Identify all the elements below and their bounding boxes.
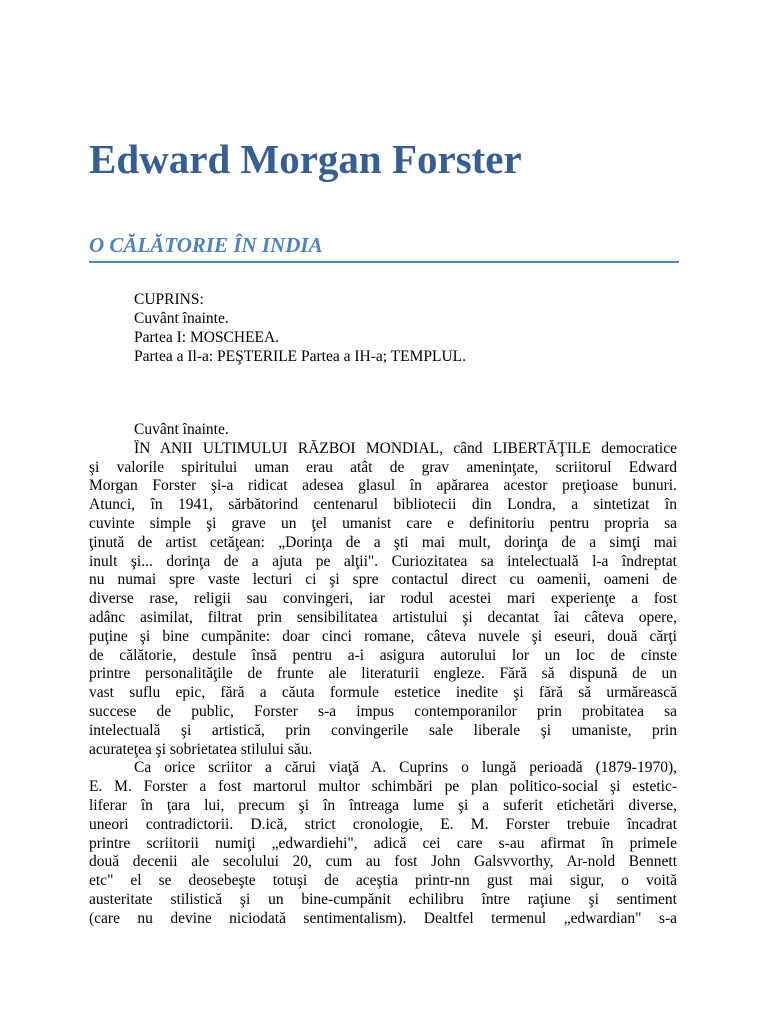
body-line: Atunci, în 1941, sărbătorind centenarul bibliotecii din Londra, a sintetizat în [89,496,677,514]
body-line: nu numai spre vaste lecturi ci şi spre contactul direct cu oamenii, oameni de [89,571,677,589]
body-line: inult şi... dorinţa de a ajuta pe alţii". Curiozitatea sa intelectuală l-a îndreptat [89,552,677,570]
body-line: Cuvânt înainte. [134,421,229,438]
body-line: puţine şi bine cumpănite: doar cinci romane, câteva nuvele şi eseuri, două cărţi [89,627,677,645]
table-of-contents [134,290,466,366]
body-line: Morgan Forster şi-a ridicat adesea glasul în apărarea acestor preţioase bunuri. [89,477,677,495]
author-heading: Edward Morgan Forster [89,136,522,182]
body-line: ÎN ANII ULTIMULUI RĂZBOI MONDIAL, când LIBERTĂŢILE democratice [134,439,677,457]
body-line: vast suflu epic, fără a căuta formule estetice inedite şi fără să urmărească [89,684,677,702]
body-line: liferar în ţara lui, precum şi în întreaga lume şi a suferit etichetări diverse, [89,796,677,814]
toc-item-foreword: Cuvânt înainte. [134,310,229,327]
body-line: adânc asimilat, filtrat prin sensibilitatea artistului şi decantat îai câteva opere, [89,608,677,626]
body-line: de călătorie, destule însă pentru a-i asigura autorului lor un loc de cinste [89,646,677,664]
body-line: Ca orice scriitor a cărui viaţă A. Cuprins o lungă perioadă (1879-1970), [134,759,677,777]
toc-heading: CUPRINS: [134,291,204,308]
title-underline [89,261,679,263]
body-line: uneori contradictorii. D.ică, strict cronologie, E. M. Forster trebuie încadrat [89,815,677,833]
body-line: printre scriitorii numiţi „edwardiehi", adică cei care s-au afirmat în primele [89,834,677,852]
body-line: etc" el se deosebeşte totuşi de aceştia printr-nn gust mai sigur, o voită [89,872,677,890]
body-line: printre personalităţile de frunte ale literaturii engleze. Fără să dispună de un [89,665,677,683]
body-line: E. M. Forster a fost martorul multor schimbări pe plan politico-social şi estetic- [89,778,677,796]
body-text [89,421,677,929]
body-line: (care nu devine niciodată sentimentalism). Dealtfel termenul „edwardian" s-a [89,909,677,927]
body-line: două decenii ale secolului 20, cum au fost John Galsvvorthy, Ar-nold Bennett [89,853,677,871]
body-line: intelectuală şi artistică, prin convingerile sale liberale şi umaniste, prin [89,721,677,739]
body-line: succese de public, Forster s-a impus contemporanilor prin probitatea sa [89,702,677,720]
body-line: ţinută de artist cetăţean: „Dorinţa de a şti mai mult, dorinţa de a simţi mai [89,533,677,551]
body-line: acurateţea şi sobrietatea stilului său. [89,740,313,758]
body-line: austeritate stilistică şi un bine-cumpănit echilibru între raţiune şi sentiment [89,890,677,908]
body-line: diverse rase, religii sau convingeri, iar rodul acestei mari experienţe a fost [89,590,677,608]
body-line: cuvinte simple şi grave un ţel umanist care e definitoriu pentru propria sa [89,514,677,532]
toc-item-part-one: Partea I: MOSCHEEA. [134,329,280,346]
body-line: şi valorile spiritului uman erau atât de grav ameninţate, scriitorul Edward [89,458,677,476]
toc-item-parts-two-three: Partea a Il-a: PEŞTERILE Partea a IH-a; TEMPLUL. [134,348,467,365]
book-title-heading: O CĂLĂTORIE ÎN INDIA [89,233,323,257]
